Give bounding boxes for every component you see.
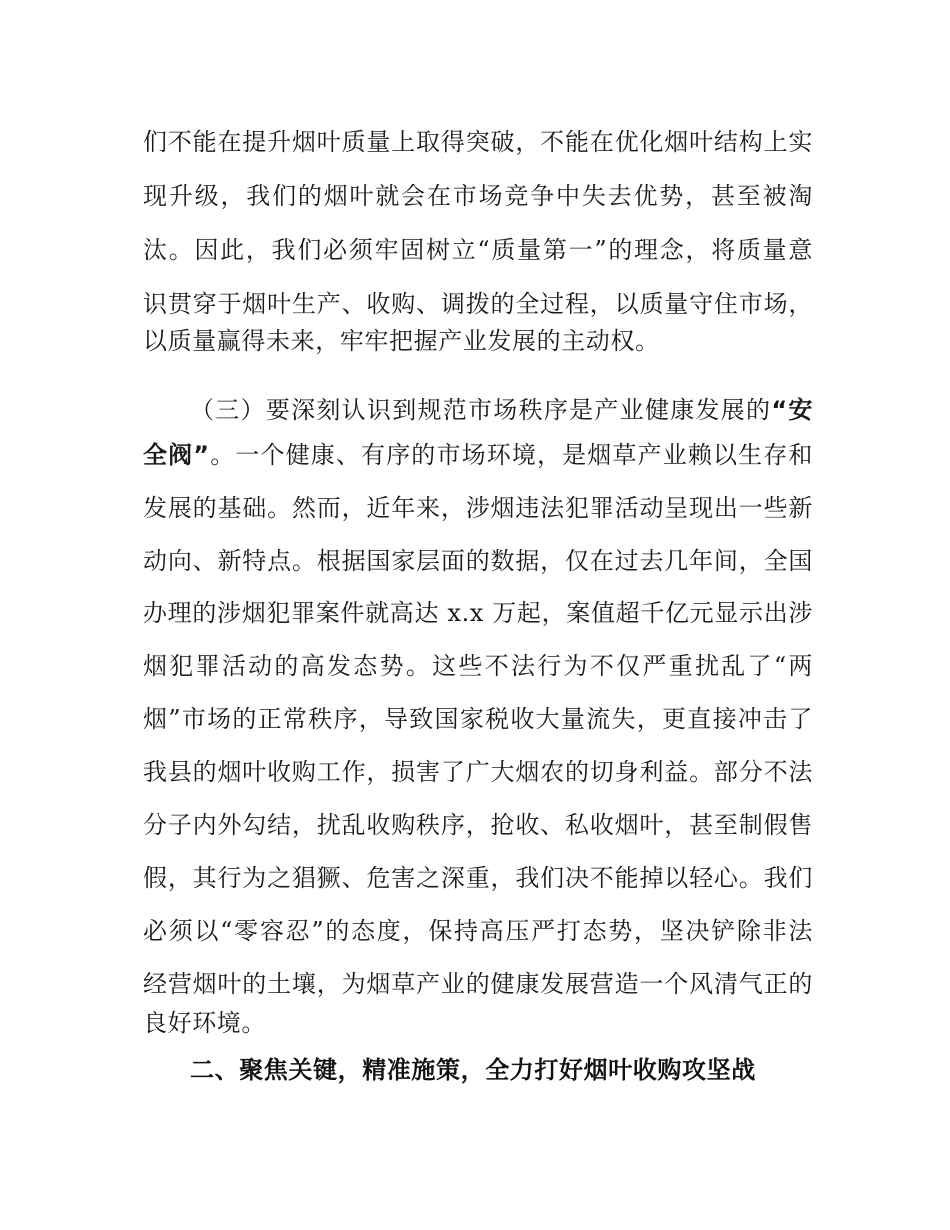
paragraph-1-line-3: 汰。因此，我们必须牢固树立“质量第一”的理念，将质量意 (143, 236, 813, 264)
paragraph-2-line-13: 良好环境。 (143, 1009, 266, 1037)
paragraph-2-line-4: 动向、新特点。根据国家层面的数据，仅在过去几年间，全国 (143, 547, 813, 575)
paragraph-2-line-6: 烟犯罪活动的高发态势。这些不法行为不仅严重扰乱了“两 (143, 652, 813, 680)
paragraph-2-line-1 (190, 390, 813, 430)
paragraph-1-line-5: 以质量赢得未来，牢牢把握产业发展的主动权。 (143, 327, 660, 355)
paragraph-2-line-9: 分子内外勾结，扰乱收购秩序，抢收、私收烟叶，甚至制假售 (143, 811, 813, 839)
paragraph-2-emphasis-end: 全阀” (143, 441, 210, 469)
paragraph-2-emphasis-start: “安 (771, 396, 813, 424)
paragraph-2-line-3: 发展的基础。然而，近年来，涉烟违法犯罪活动呈现出一些新 (143, 494, 813, 522)
paragraph-2-line-7: 烟”市场的正常秩序，导致国家税收大量流失，更直接冲击了 (143, 705, 813, 733)
paragraph-1-line-2: 现升级，我们的烟叶就会在市场竞争中失去优势，甚至被淘 (143, 182, 813, 210)
paragraph-2-line-12: 经营烟叶的土壤，为烟草产业的健康发展营造一个风清气正的 (143, 970, 813, 998)
paragraph-2-line-11: 必须以“零容忍”的态度，保持高压严打态势，坚决铲除非法 (143, 917, 813, 945)
paragraph-1-line-1: 们不能在提升烟叶质量上取得突破，不能在优化烟叶结构上实 (143, 128, 813, 156)
paragraph-2-continuation-text: 。一个健康、有序的市场环境，是烟草产业赖以生存和 (209, 441, 813, 469)
paragraph-2-line-10: 假，其行为之猖獗、危害之深重，我们决不能掉以轻心。我们 (143, 864, 813, 892)
paragraph-2-intro-text: （三）要深刻认识到规范市场秩序是产业健康发展的 (190, 396, 772, 424)
paragraph-2-line-8: 我县的烟叶收购工作，损害了广大烟农的切身利益。部分不法 (143, 758, 813, 786)
paragraph-2-line-2 (143, 435, 813, 475)
paragraph-1-line-4: 识贯穿于烟叶生产、收购、调拨的全过程，以质量守住市场， (143, 290, 813, 318)
paragraph-2-line-5: 办理的涉烟犯罪案件就高达 x.x 万起，案值超千亿元显示出涉 (143, 599, 813, 627)
section-heading: 二、聚焦关键，精准施策，全力打好烟叶收购攻坚战 (190, 1056, 756, 1084)
